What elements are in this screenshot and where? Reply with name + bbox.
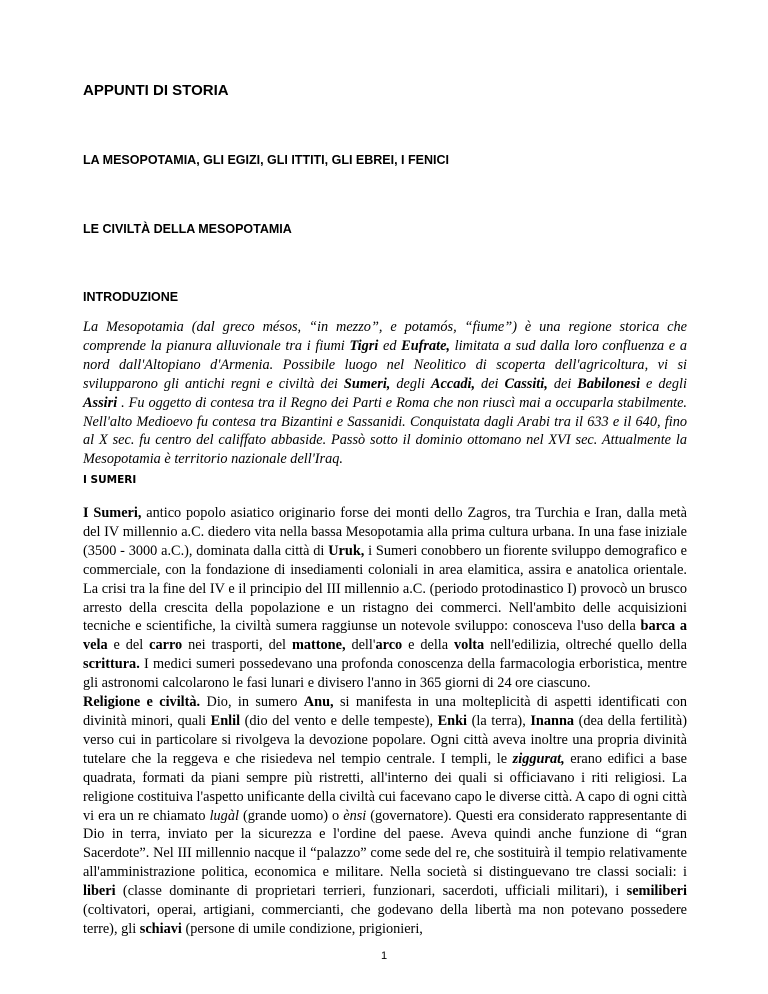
term-uruk: Uruk, bbox=[328, 542, 365, 559]
intro-heading: INTRODUZIONE bbox=[83, 290, 179, 304]
intro-text: degli bbox=[390, 375, 431, 392]
body-text: (classe dominante di proprietari terrieri, funzionari, sacerdoti, ufficiali militari), i bbox=[115, 883, 627, 900]
body-text: (dio del vento e delle tempeste), bbox=[240, 712, 438, 729]
section-title: LE CIVILTÀ DELLA MESOPOTAMIA bbox=[83, 222, 292, 236]
body-text: (grande uomo) o bbox=[238, 807, 344, 824]
intro-text: potamós, bbox=[404, 319, 457, 335]
document-title: APPUNTI DI STORIA bbox=[83, 82, 229, 99]
body-text: dell' bbox=[345, 637, 376, 654]
intro-text: dei bbox=[547, 375, 578, 392]
term-eufrate: Eufrate, bbox=[401, 337, 451, 354]
term-barca-a-vela: barca a vela bbox=[83, 618, 687, 654]
term-anu: Anu, bbox=[303, 694, 334, 711]
body-text: (coltivatori, operai, artigiani, commercianti, che godevano della libertà ma non potevano possedere terre), gli bbox=[83, 902, 687, 937]
term-sumeri: Sumeri, bbox=[343, 375, 391, 392]
body-text: (la terra), bbox=[467, 712, 531, 729]
term-enlil: Enlil bbox=[210, 712, 241, 729]
intro-text: La Mesopotamia (dal greco mésos, “in mezzo”, e bbox=[83, 319, 405, 335]
body-text: nell'edilizia, oltreché quello della bbox=[484, 637, 687, 654]
term-carro: carro bbox=[149, 637, 183, 654]
intro-text: dei bbox=[475, 375, 505, 392]
religione-heading: Religione e civiltà. bbox=[83, 694, 201, 711]
intro-text: limitata a sud dalla loro confluenza e a nord dall'Altopiano d'Armenia. Possibile luogo nel Neolitico di scoperta dell'agricoltura, vi si svilupparono gli antichi regni e civiltà dei bbox=[83, 337, 687, 392]
term-liberi: liberi bbox=[83, 883, 116, 900]
term-cassiti: Cassiti, bbox=[504, 375, 548, 392]
body-text: (governatore). Questi era considerato rappresentante di Dio in terra, inviato per la sicurezza e l'ordine del paese. Aveva quindi anche funzione di “gran Sacerdote”. Nel III millennio nacque il “palazzo” come sede del re, che sostituirà il tempio relativamente all'amministrazione politica, economica e militare. Nella società si distinguevano tre classi sociali: i bbox=[83, 807, 688, 881]
term-schiavi: schiavi bbox=[139, 920, 182, 937]
term-volta: volta bbox=[454, 637, 485, 654]
body-text: nei trasporti, del bbox=[182, 637, 292, 654]
sumeri-paragraph bbox=[83, 504, 687, 939]
body-text: e del bbox=[107, 637, 150, 654]
term-babilonesi: Babilonesi bbox=[577, 375, 641, 392]
term-lugal: lugàl bbox=[209, 807, 239, 824]
body-text: (persone di umile condizione, prigionieri, bbox=[181, 920, 423, 937]
intro-text: “fiume”) è una regione storica che comprende la pianura alluvionale tra i fiumi bbox=[83, 319, 687, 354]
term-arco: arco bbox=[375, 637, 403, 654]
term-scrittura: scrittura. bbox=[83, 656, 140, 673]
term-accadi: Accadi, bbox=[430, 375, 476, 392]
body-text: (dea della fertilità) verso cui in particolare si rivolgeva la devozione popolare. Ogni città aveva inoltre una propria divinità tutelare che la reggeva e che risiedeva nel tempio centrale. I templi, le bbox=[83, 712, 687, 767]
term-semiliberi: semiliberi bbox=[626, 883, 687, 900]
body-text: e della bbox=[402, 637, 455, 654]
term-mattone: mattone, bbox=[291, 637, 346, 654]
term-enki: Enki bbox=[437, 712, 468, 729]
body-text: si manifesta in una molteplicità di aspetti identificati con divinità minori, quali bbox=[83, 694, 687, 729]
intro-text: ed bbox=[378, 337, 402, 354]
page-number: 1 bbox=[380, 950, 388, 962]
body-text: I medici sumeri possedevano una profonda conoscenza della farmacologia erboristica, mentre gli astronomi calcolarono le fasi lunari e divisero l'anno in 365 giorni di 24 ore ciascuno. bbox=[83, 656, 687, 692]
term-assiri: Assiri bbox=[83, 394, 118, 411]
term-tigri: Tigri bbox=[349, 337, 379, 354]
document-subtitle: LA MESOPOTAMIA, GLI EGIZI, GLI ITTITI, GLI EBREI, I FENICI bbox=[83, 153, 449, 167]
term-ensi: ènsi bbox=[343, 807, 367, 824]
body-text: antico popolo asiatico originario forse dei monti dello Zagros, tra Turchia e Iran, dalla metà del IV millennio a.C. diedero vita nella bassa Mesopotamia alla prima cultura urbana. In una fase iniziale (3500 - 3000 a.C.), dominata dalla città di bbox=[83, 505, 687, 559]
body-text: erano edifici a base quadrata, formati da piani sempre più ristretti, all'interno dei quali si officiavano i riti religiosi. La religione costituiva l'aspetto unificante della civiltà cui facevano capo le diverse città. A capo di ogni città vi era un re chiamato bbox=[83, 750, 688, 824]
intro-text: e degli bbox=[640, 375, 687, 392]
term-inanna: Inanna bbox=[530, 712, 575, 729]
sumeri-heading: I SUMERI bbox=[83, 474, 137, 486]
intro-paragraph bbox=[83, 318, 687, 469]
term-i-sumeri: I Sumeri, bbox=[83, 505, 142, 521]
intro-text: . Fu oggetto di contesa tra il Regno dei Parti e Roma che non riuscì mai a occuparla stabilmente. Nell'alto Medioevo fu contesa tra Bizantini e Sassanidi. Conquistata dagli Arabi tra il 633 e il 640, fino al X sec. fu centro del califfato abbaside. Passò sotto il dominio ottomano nel XVI sec. Attualmente la Mesopotamia è territorio nazionale dell'Iraq. bbox=[83, 394, 687, 468]
body-text: Dio, in sumero bbox=[200, 694, 304, 711]
body-text: i Sumeri conobbero un fiorente sviluppo demografico e commerciale, con la fondazione di insediamenti coloniali in area elamitica, assira e anatolica orientale. La crisi tra la fine del IV e il principio del III millennio a.C. (periodo protodinastico I) provocò un brusco arresto della crescita della popolazione e un ristagno dei commerci. Nell'ambito delle acquisizioni tecniche e scientifiche, la civiltà sumera raggiunse un notevole sviluppo: conosceva l'uso della bbox=[83, 542, 687, 635]
term-ziggurat: ziggurat, bbox=[512, 750, 565, 767]
